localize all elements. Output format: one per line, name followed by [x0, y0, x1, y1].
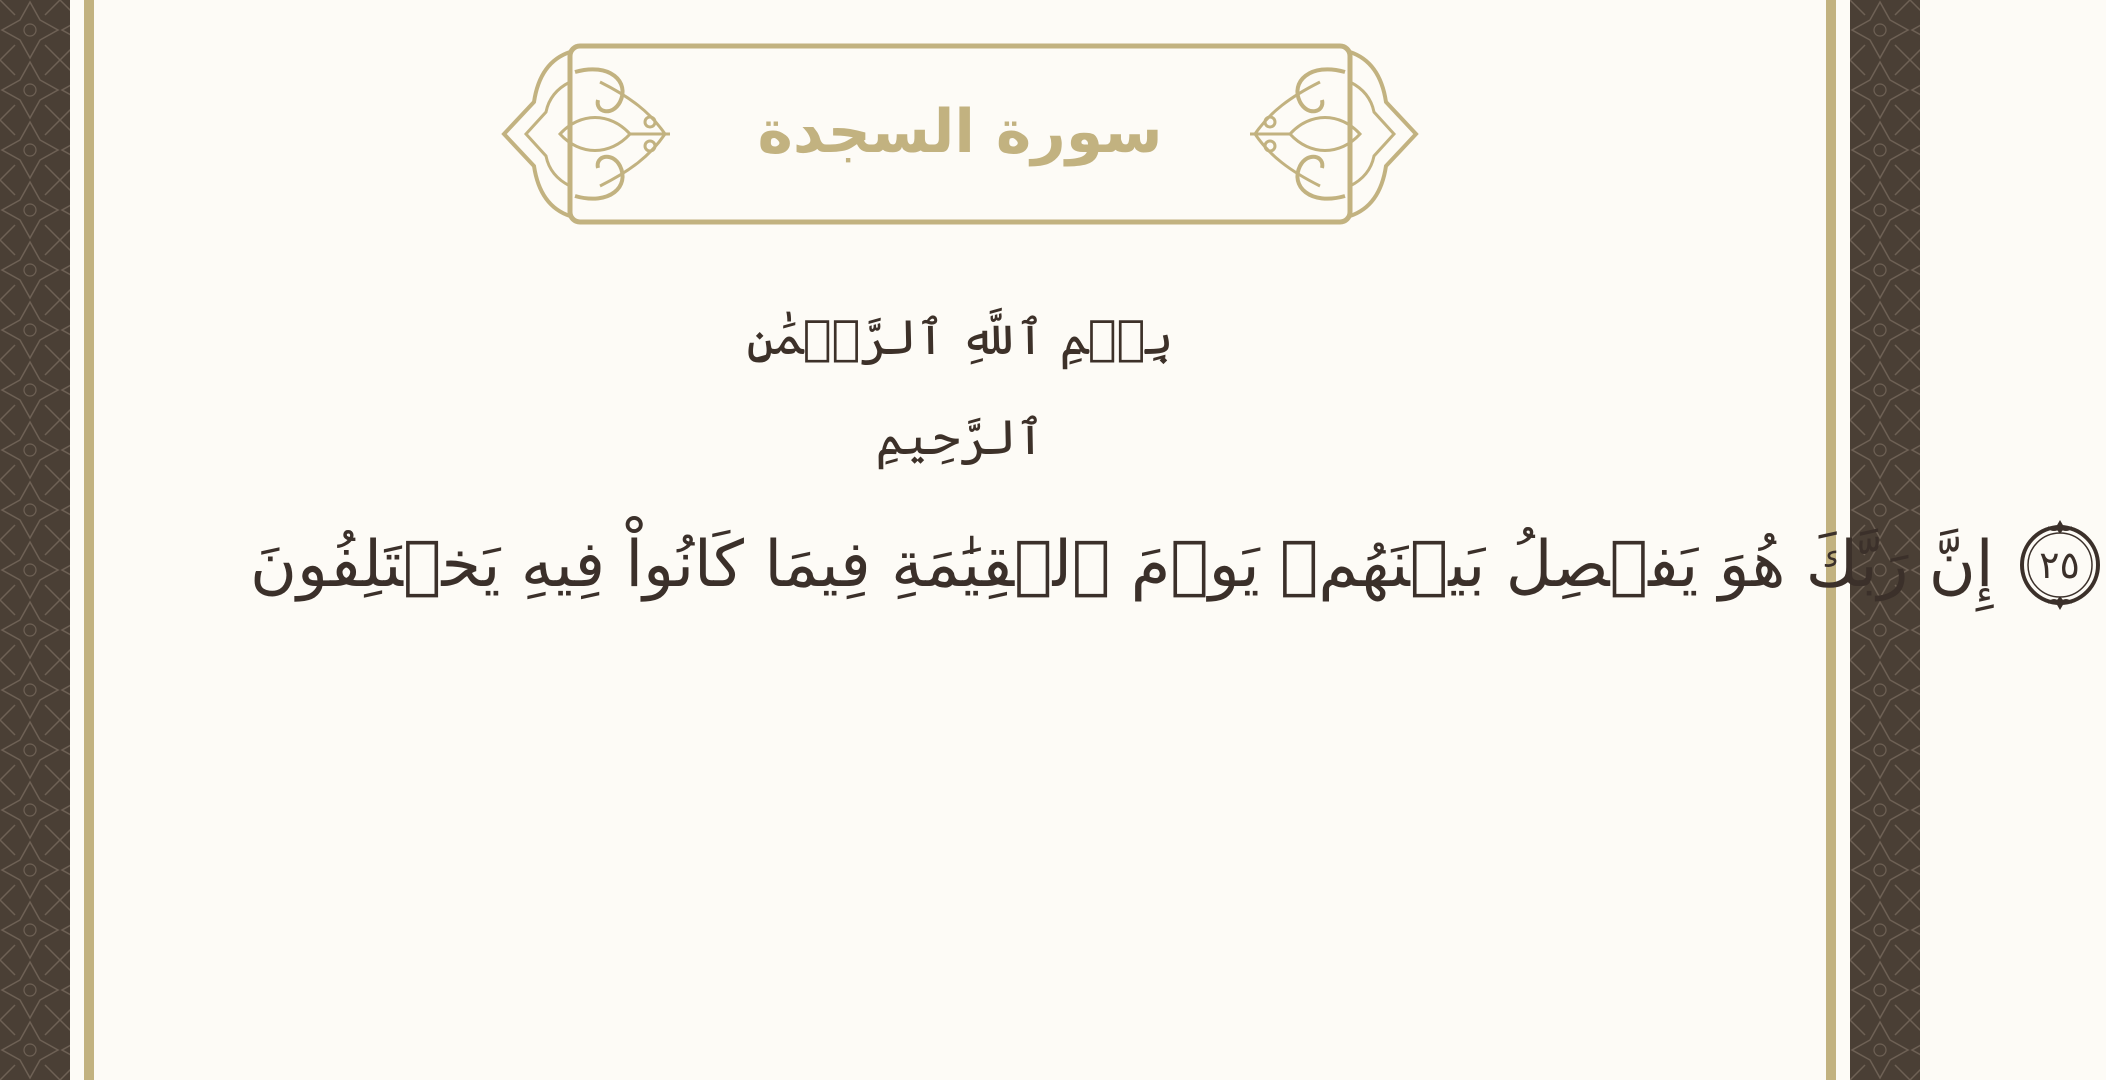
left-border-pattern: [0, 0, 70, 1080]
ayah-end-marker-icon: [2014, 519, 2106, 611]
verse-number: ٢٥: [2039, 543, 2080, 587]
verse-line: [250, 510, 2080, 620]
basmala: بِسۡمِ ٱللَّهِ ٱلرَّحۡمَٰنِ ٱلرَّحِيمِ: [746, 310, 1174, 466]
surah-title: سورة السجدة: [757, 97, 1163, 167]
verse-text: إِنَّ رَبَّكَ هُوَ يَفۡصِلُ بَيۡنَهُمۡ يَوۡمَ ٱلۡقِيَٰمَةِ فِيمَا كَانُواْ فِيهِ يَخۡتَلِفُونَ: [250, 528, 1994, 602]
left-gold-rule: [84, 0, 94, 1080]
surah-header-frame: [500, 42, 1420, 226]
